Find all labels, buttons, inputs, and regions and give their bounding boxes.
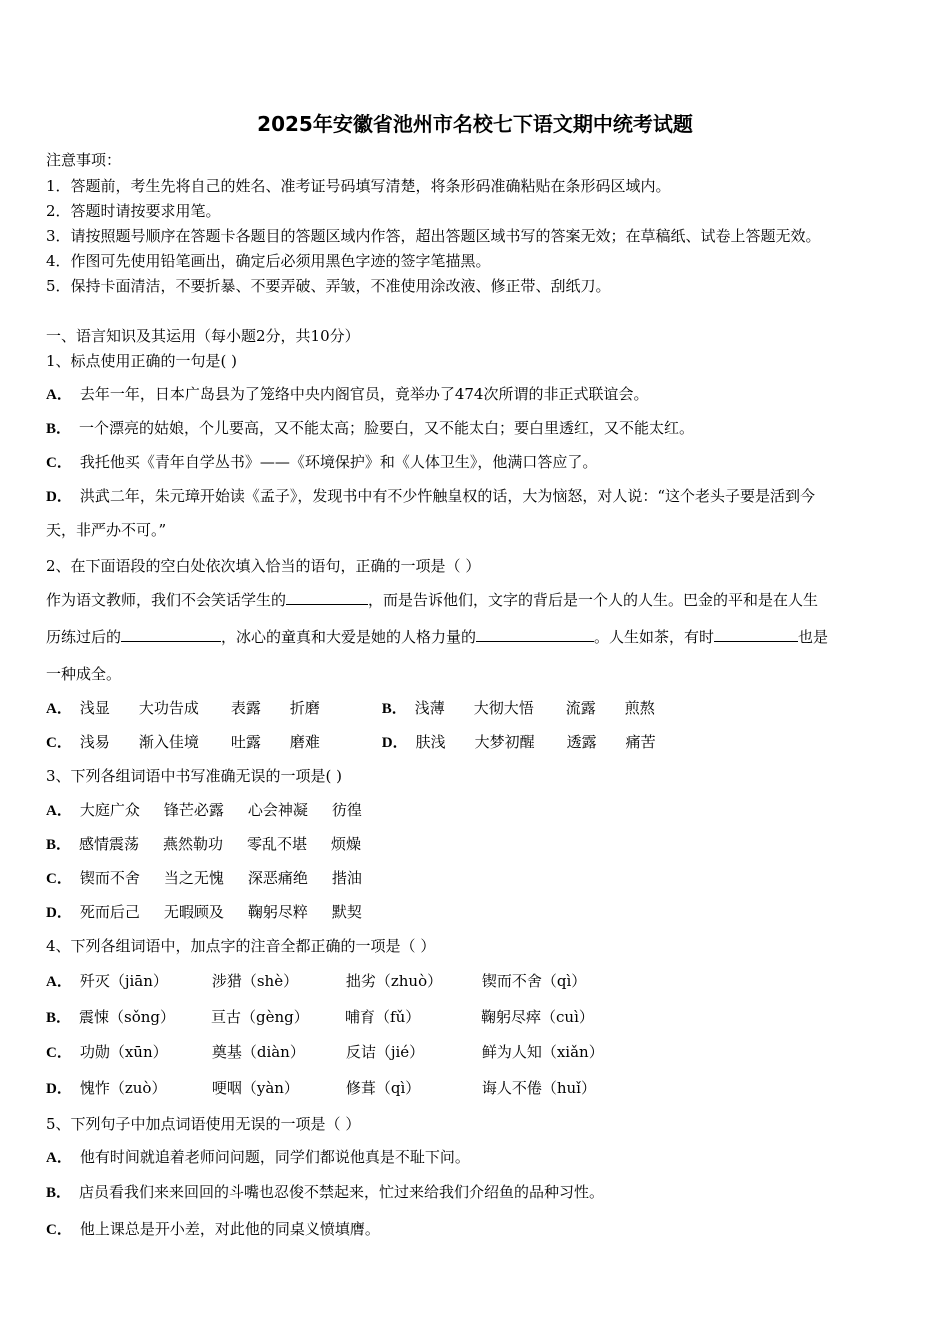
option-word: 零乱不堪 (247, 835, 308, 853)
option-word: 肤浅 (415, 733, 446, 751)
option-word: 燕然勒功 (163, 835, 224, 853)
q4-option-a (46, 971, 586, 992)
section-heading: 一、语言知识及其运用（每小题2分，共10分） (46, 327, 360, 345)
option-text: 他有时间就追着老师问问题，同学们都说他真是不耻下问。 (79, 1148, 470, 1166)
q4-option-d (46, 1078, 596, 1099)
option-word: 无暇顾及 (163, 903, 224, 921)
notes-heading: 注意事项： (46, 151, 122, 169)
option-word: 煎熬 (624, 699, 655, 717)
option-word: 心会神凝 (247, 801, 308, 819)
q2-options-row (46, 732, 656, 753)
q3-option-d (46, 902, 362, 923)
option-letter: A． (46, 1150, 72, 1166)
option-word: 大庭广众 (79, 801, 140, 819)
q1-option-d (46, 486, 815, 507)
passage-text: ，冰心的童真和大爱是她的人格力量的 (221, 628, 477, 646)
q2-option-c (46, 732, 377, 753)
blank-2 (121, 627, 221, 642)
q1-option-c (46, 452, 597, 473)
q3-option-a (46, 800, 362, 821)
note-item: 5．保持卡面清洁，不要折暴、不要弄破、弄皱，不准使用涂改液、修正带、刮纸刀。 (46, 277, 611, 295)
option-word: 亘古（gèng） (211, 1008, 309, 1026)
option-word: 磨难 (289, 733, 320, 751)
option-letter: D． (46, 1081, 72, 1097)
passage-text: 也是 (798, 628, 829, 646)
option-word: 浅显 (79, 699, 110, 717)
option-text: 他上课总是开小差，对此他的同桌义愤填膺。 (79, 1220, 380, 1238)
q2-options-row (46, 698, 655, 719)
option-word: 锋芒必露 (163, 801, 224, 819)
q3-option-b (46, 834, 361, 855)
question-4-stem: 4、下列各组词语中，加点字的注音全都正确的一项是（ ） (46, 937, 436, 955)
note-item: 4．作图可先使用铅笔画出，确定后必须用黑色字迹的签字笔描黑。 (46, 252, 491, 270)
option-word: 歼灭（jiān） (79, 972, 168, 990)
blank-3 (476, 627, 594, 642)
option-word: 鞠躬尽瘁（cuì） (481, 1008, 594, 1026)
q5-option-a (46, 1147, 470, 1168)
option-letter: B． (46, 421, 72, 437)
passage-text: ，而是告诉他们，文字的背后是一个人的人生。巴金的平和是在人生 (368, 591, 819, 609)
note-item: 1．答题前，考生先将自己的姓名、准考证号码填写清楚，将条形码准确粘贴在条形码区域内。 (46, 177, 671, 195)
option-word: 奠基（diàn） (211, 1043, 305, 1061)
option-word: 反诘（jié） (345, 1043, 425, 1061)
option-word: 深恶痛绝 (247, 869, 308, 887)
blank-1 (286, 590, 368, 605)
q1-option-a (46, 384, 648, 405)
q4-option-c (46, 1042, 604, 1063)
passage-text: 。人生如茶，有时 (594, 628, 715, 646)
option-word: 哽咽（yàn） (211, 1079, 299, 1097)
q2-passage-line (46, 590, 818, 610)
option-word: 功勋（xūn） (79, 1043, 168, 1061)
passage-text: 历练过后的 (46, 628, 122, 646)
question-1-stem: 1、标点使用正确的一句是( ) (46, 352, 238, 370)
option-letter: A． (46, 974, 72, 990)
option-letter: C． (46, 455, 72, 471)
option-word: 表露 (230, 699, 261, 717)
note-item: 3．请按照题号顺序在答题卡各题目的答题区域内作答，超出答题区域书写的答案无效；在草稿纸、试卷上答题无效。 (46, 227, 821, 245)
q4-option-b (46, 1007, 594, 1028)
option-word: 诲人不倦（huǐ） (481, 1079, 596, 1097)
option-text: 去年一年，日本广岛县为了笼络中央内阁官员，竟举办了474次所谓的非正式联谊会。 (79, 385, 649, 403)
option-letter: C． (46, 735, 72, 751)
option-text: 我托他买《青年自学丛书》——《环境保护》和《人体卫生》，他满口答应了。 (79, 453, 598, 471)
option-letter: B． (381, 701, 407, 717)
option-word: 锲而不舍（qì） (481, 972, 587, 990)
option-word: 哺育（fǔ） (345, 1008, 421, 1026)
note-item: 2．答题时请按要求用笔。 (46, 202, 221, 220)
option-word: 大功告成 (138, 699, 199, 717)
option-word: 折磨 (289, 699, 320, 717)
option-letter: B． (46, 1185, 72, 1201)
option-word: 死而后己 (79, 903, 140, 921)
option-word: 吐露 (230, 733, 261, 751)
option-word: 透露 (566, 733, 597, 751)
option-word: 修葺（qì） (345, 1079, 421, 1097)
option-word: 大彻大悟 (473, 699, 534, 717)
blank-4 (714, 627, 798, 642)
passage-text: 作为语文教师，我们不会笑话学生的 (46, 591, 287, 609)
option-letter: A． (46, 701, 72, 717)
option-word: 大梦初醒 (474, 733, 535, 751)
option-word: 渐入佳境 (138, 733, 199, 751)
q2-option-b (382, 698, 655, 719)
option-word: 震悚（sǒng） (79, 1008, 176, 1026)
option-letter: C． (46, 871, 72, 887)
option-word: 锲而不舍 (79, 869, 140, 887)
q2-option-a (46, 698, 377, 719)
q5-option-b (46, 1182, 604, 1203)
page-title: 2025年安徽省池州市名校七下语文期中统考试题 (257, 112, 693, 136)
option-letter: D． (46, 489, 72, 505)
question-5-stem: 5、下列句子中加点词语使用无误的一项是（ ） (46, 1115, 361, 1133)
option-letter: C． (46, 1222, 72, 1238)
q3-option-c (46, 868, 362, 889)
option-word: 浅易 (79, 733, 110, 751)
option-letter: B． (46, 1010, 72, 1026)
q2-passage-line (46, 627, 828, 647)
option-word: 揩油 (331, 869, 362, 887)
option-word: 默契 (331, 903, 362, 921)
q5-option-c (46, 1219, 380, 1240)
option-word: 鞠躬尽粹 (247, 903, 308, 921)
option-word: 痛苦 (625, 733, 656, 751)
option-word: 涉猎（shè） (211, 972, 299, 990)
option-word: 烦燥 (331, 835, 362, 853)
option-text: 店员看我们来来回回的斗嘴也忍俊不禁起来，忙过来给我们介绍鱼的品种习性。 (79, 1183, 605, 1201)
option-word: 浅薄 (414, 699, 445, 717)
option-word: 彷徨 (331, 801, 362, 819)
option-letter: D． (381, 735, 408, 751)
q1-option-d-cont: 天，非严办不可。” (46, 521, 167, 539)
option-word: 拙劣（zhuò） (345, 972, 443, 990)
option-letter: B． (46, 837, 72, 853)
q1-option-b (46, 418, 694, 439)
question-2-stem: 2、在下面语段的空白处依次填入恰当的语句，正确的一项是（ ） (46, 557, 481, 575)
option-letter: A． (46, 803, 72, 819)
option-text: 洪武二年，朱元璋开始读《孟子》，发现书中有不少忤触皇权的话，大为恼怒，对人说：“这个老头子要是活到今 (79, 487, 816, 505)
option-word: 愧怍（zuò） (79, 1079, 167, 1097)
option-word: 当之无愧 (163, 869, 224, 887)
option-letter: A． (46, 387, 72, 403)
option-word: 感情震荡 (79, 835, 140, 853)
q2-passage-line: 一种成全。 (46, 665, 122, 683)
question-3-stem: 3、下列各组词语中书写准确无误的一项是( ) (46, 767, 343, 785)
q2-option-d (382, 732, 656, 753)
option-word: 鲜为人知（xiǎn） (481, 1043, 604, 1061)
option-letter: D． (46, 905, 72, 921)
option-word: 流露 (565, 699, 596, 717)
option-letter: C． (46, 1045, 72, 1061)
option-text: 一个漂亮的姑娘，个儿要高，又不能太高；脸要白，又不能太白；要白里透红，又不能太红。 (79, 419, 695, 437)
